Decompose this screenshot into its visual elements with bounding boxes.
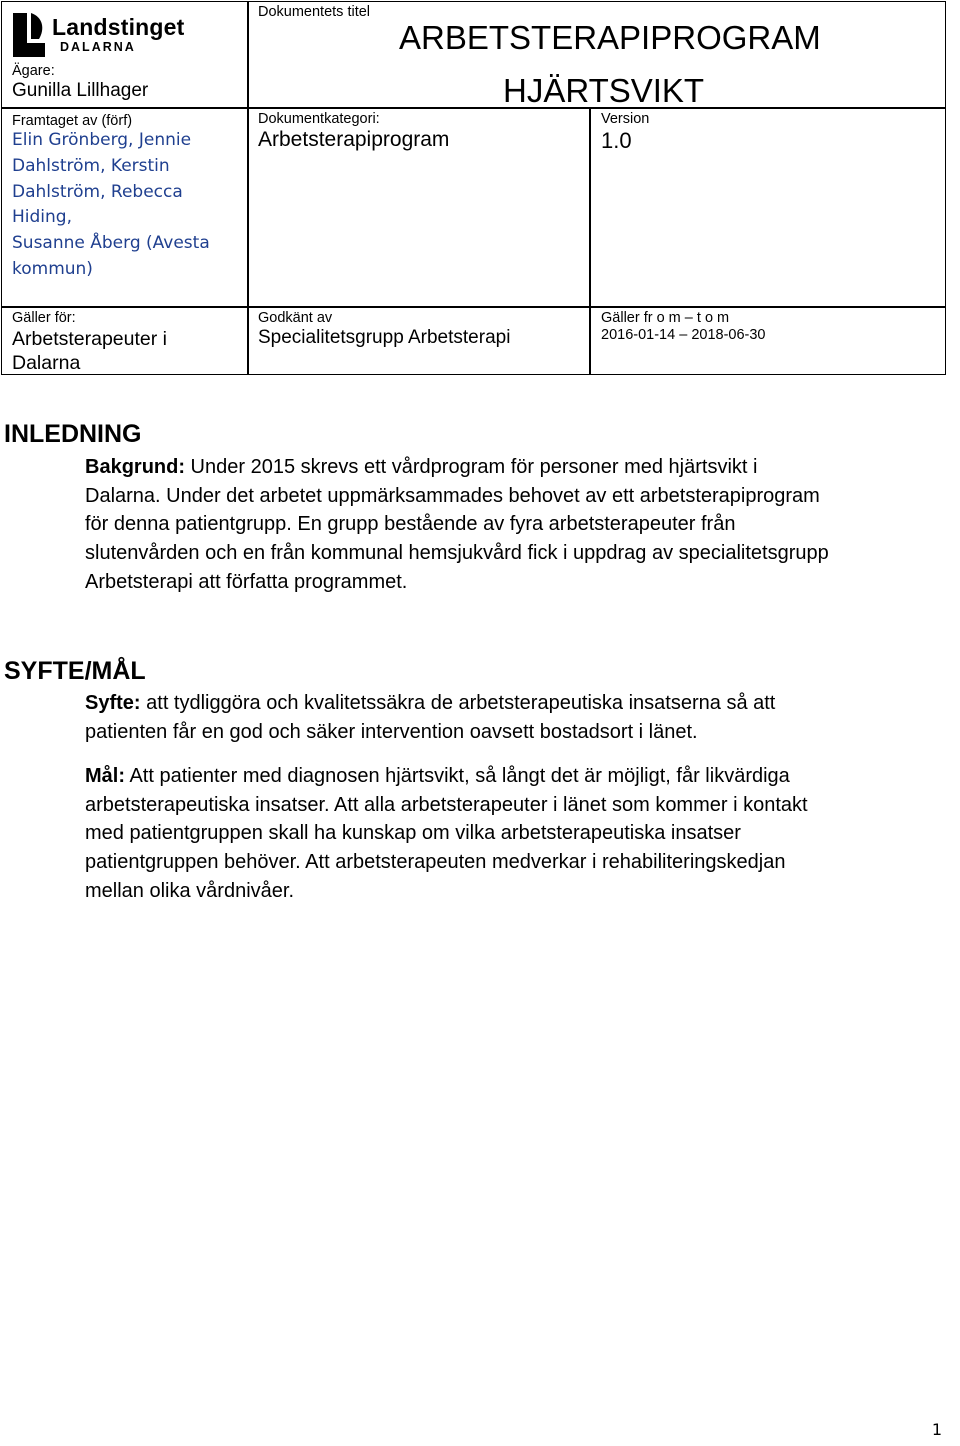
applies-to-line1: Arbetsterapeuter i (12, 328, 168, 350)
paragraph-line (85, 453, 953, 482)
doc-title-label: Dokumentets titel (258, 4, 371, 20)
intro-paragraph (85, 453, 953, 597)
paragraph-line: slutenvården och en från kommunal hemsjukvård fick i uppdrag av specialitetsgrupp (85, 542, 829, 565)
applies-to-label: Gäller för: (12, 310, 76, 326)
doc-title-line2: HJÄRTSVIKT (503, 72, 705, 109)
category-label: Dokumentkategori: (258, 111, 380, 127)
validity-label: Gäller fr o m – t o m (601, 310, 730, 326)
author-line: Dahlström, Rebecca (12, 181, 183, 202)
validity-dates (601, 327, 765, 343)
logo-mark-icon (13, 13, 45, 57)
paragraph-line: patienten får en god och säker intervention oavsett bostadsort i länet. (85, 720, 698, 743)
paragraph-line: Dalarna. Under det arbetet uppmärksammades behovet av ett arbetsterapiprogram (85, 484, 820, 507)
page-number: 1 (931, 1420, 942, 1439)
doc-title-line1: ARBETSTERAPIPROGRAM (399, 19, 821, 56)
approved-by-label: Godkänt av (258, 310, 333, 326)
paragraph-text: att tydliggöra och kvalitetssäkra de arbetsterapeutiska insatserna så att (140, 692, 776, 714)
mal-label: Mål: (85, 765, 125, 787)
paragraph-line: arbetsterapeutiska insatser. Att alla arbetsterapeuter i länet som kommer i kontakt (85, 793, 808, 816)
valid-from-date: 2016-01-14 (601, 327, 676, 343)
logo-name: Landstinget (52, 14, 185, 40)
purpose-heading: SYFTE/MÅL (4, 657, 146, 685)
owner-value: Gunilla Lillhager (12, 80, 149, 101)
syfte-paragraph (85, 689, 953, 746)
version-label: Version (601, 111, 650, 127)
approved-by-value: Specialitetsgrupp Arbetsterapi (258, 327, 511, 348)
paragraph-line: patientgruppen behöver. Att arbetsterapeuten medverkar i rehabiliteringskedjan (85, 851, 786, 874)
paragraph-line (85, 689, 953, 718)
bakgrund-label: Bakgrund: (85, 456, 185, 478)
mal-paragraph (85, 762, 953, 906)
version-value: 1.0 (601, 128, 632, 153)
author-line: Elin Grönberg, Jennie (12, 130, 192, 150)
paragraph-line: Arbetsterapi att författa programmet. (85, 570, 408, 593)
authors-list (12, 128, 210, 283)
syfte-label: Syfte: (85, 692, 141, 714)
paragraph-line (85, 762, 953, 791)
header-divider (589, 108, 591, 375)
header-divider (1, 306, 946, 308)
authors-label: Framtaget av (förf) (12, 113, 133, 129)
intro-heading: INLEDNING (4, 420, 142, 448)
paragraph-text: Att patienter med diagnosen hjärtsvikt, så långt det är möjligt, får likvärdiga (125, 765, 790, 787)
author-line: Dahlström, Kerstin (12, 155, 170, 176)
date-separator: – (679, 327, 688, 343)
header-divider (247, 1, 249, 375)
author-line: Hiding, (12, 207, 72, 228)
paragraph-line: för denna patientgrupp. En grupp bestående av fyra arbetsterapeuter från (85, 513, 736, 536)
paragraph-line: med patientgruppen skall ha kunskap om vilka arbetsterapeutiska insatser (85, 822, 741, 845)
category-value: Arbetsterapiprogram (258, 128, 450, 151)
owner-label: Ägare: (12, 63, 55, 79)
author-line: Susanne Åberg (Avesta (12, 233, 210, 254)
header-divider (1, 107, 247, 109)
valid-to-date: 2018-06-30 (691, 327, 766, 343)
logo-subtitle: DALARNA (60, 40, 136, 54)
paragraph-text: Under 2015 skrevs ett vårdprogram för personer med hjärtsvikt i (185, 456, 758, 478)
author-line: kommun) (12, 258, 93, 279)
applies-to-line2: Dalarna (12, 352, 81, 374)
paragraph-line: mellan olika vårdnivåer. (85, 879, 294, 902)
